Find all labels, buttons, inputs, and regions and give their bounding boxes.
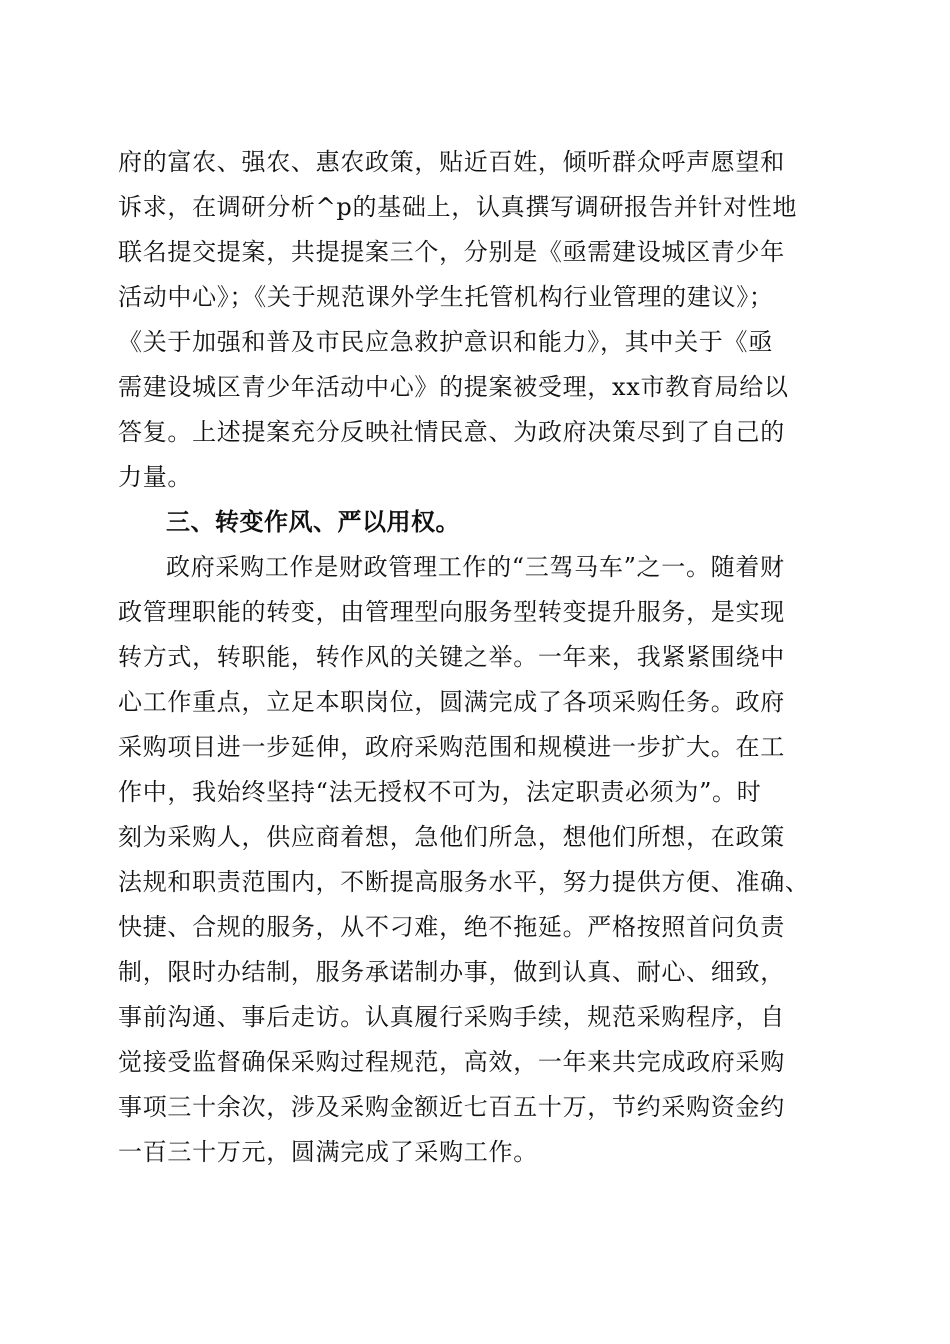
paragraph-2-line-5: 采购项目进一步延伸，政府采购范围和规模进一步扩大。在工 <box>118 733 785 761</box>
paragraph-2-line-2: 政管理职能的转变，由管理型向服务型转变提升服务，是实现 <box>118 598 785 626</box>
paragraph-2-line-1: 政府采购工作是财政管理工作的“三驾马车”之一。随着财 <box>166 553 785 581</box>
paragraph-1-line-5: 《关于加强和普及市民应急救护意识和能力》，其中关于《亟 <box>118 328 773 356</box>
paragraph-1-line-1: 府的富农、强农、惠农政策，贴近百姓，倾听群众呼声愿望和 <box>118 148 785 176</box>
paragraph-2-line-9: 快捷、合规的服务，从不刁难，绝不拖延。严格按照首问负责 <box>118 913 785 941</box>
paragraph-2-line-14: 一百三十万元，圆满完成了采购工作。 <box>118 1138 538 1166</box>
paragraph-2-line-10: 制，限时办结制，服务承诺制办事，做到认真、耐心、细致， <box>118 958 785 986</box>
paragraph-1-line-6: 需建设城区青少年活动中心》的提案被受理，xx市教育局给以 <box>118 373 789 401</box>
paragraph-2-line-12: 觉接受监督确保采购过程规范，高效，一年来共完成政府采购 <box>118 1048 785 1076</box>
paragraph-2-line-4: 心工作重点，立足本职岗位，圆满完成了各项采购任务。政府 <box>118 688 785 716</box>
paragraph-2-line-11: 事前沟通、事后走访。认真履行采购手续，规范采购程序，自 <box>118 1003 785 1031</box>
paragraph-1-line-8: 力量。 <box>118 463 193 491</box>
paragraph-1-line-7: 答复。上述提案充分反映社情民意、为政府决策尽到了自己的 <box>118 418 785 446</box>
section-heading: 三、转变作风、严以用权。 <box>166 508 460 536</box>
paragraph-2-line-7: 刻为采购人，供应商着想，急他们所急，想他们所想，在政策 <box>118 823 785 851</box>
paragraph-2-line-8: 法规和职责范围内，不断提高服务水平，努力提供方便、准确、 <box>118 868 810 896</box>
paragraph-2-line-3: 转方式，转职能，转作风的关键之举。一年来，我紧紧围绕中 <box>118 643 785 671</box>
paragraph-1-line-3: 联名提交提案，共提提案三个，分别是《亟需建设城区青少年 <box>118 238 785 266</box>
paragraph-2-line-6: 作中，我始终坚持“法无授权不可为，法定职责必须为”。时 <box>118 778 762 806</box>
paragraph-1-line-4: 活动中心》；《关于规范课外学生托管机构行业管理的建议》； <box>118 283 774 311</box>
paragraph-2-line-13: 事项三十余次，涉及采购金额近七百五十万，节约采购资金约 <box>118 1093 785 1121</box>
paragraph-1-line-2: 诉求，在调研分析^p的基础上，认真撰写调研报告并针对性地 <box>118 193 798 221</box>
